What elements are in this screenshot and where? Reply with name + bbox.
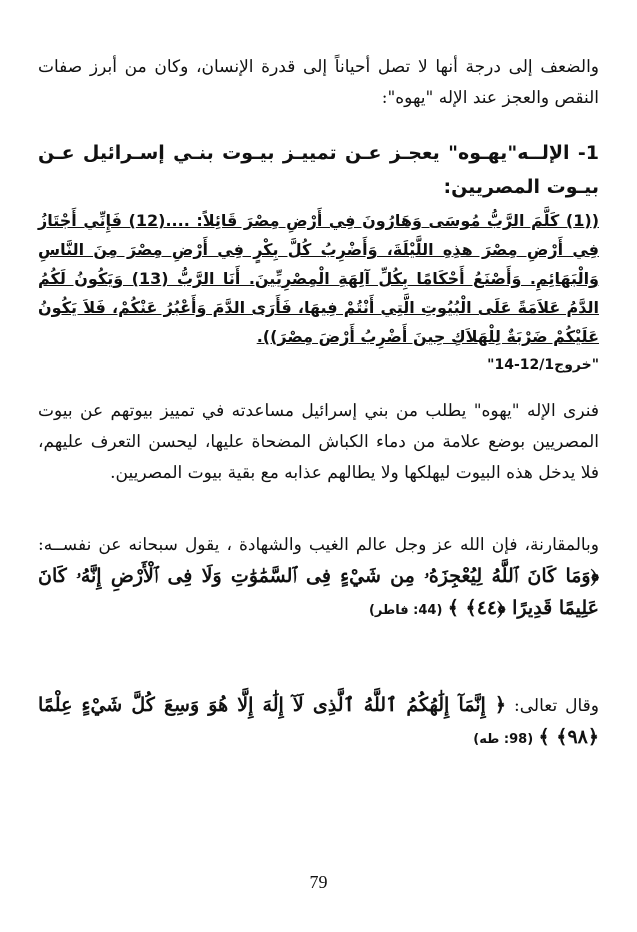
exodus-quote-text: ((1) كَلَّمَ الرَّبُّ مُوسَى وَهَارُونَ فِي أَرْضِ مِصْرَ قَائِلاً: ....(12) فَإِنِّي أَجْتَازُ فِي أَرْضِ مِصْرَ هذِهِ اللَّيْلَةَ، وَأَضْرِبُ كُلَّ بِكْرٍ فِي أَرْضِ مِصْرَ مِنَ النَّاسِ وَالْبَهَائِمِ. وَأَصْنَعُ أَحْكَامًا بِكُلِّ آلِهَةِ الْمِصْرِيِّينَ. أَنَا الرَّبُّ (13) وَيَكُونُ لَكُمُ الدَّمُ عَلاَمَةً عَلَى الْبُيُوتِ الَّتِي أَنْتُمْ فِيهَا، فَأَرَى الدَّمَ وَأَعْبُرُ عَنْكُمْ، فَلاَ يَكُونُ عَلَيْكُمْ ضَرْبَةٌ لِلْهَلاَكِ حِينَ أَضْرِبُ أَرْضَ مِصْرَ)). <box>38 211 600 346</box>
verse-source-fatir: (44: فاطر) <box>368 603 443 618</box>
section-heading: 1- الإلــه"يهـوه" يعجـز عـن تمييـز بيـوت بنـي إسـرائيل عـن بيـوت المصريين: <box>38 142 599 198</box>
page-number: 79 <box>309 872 328 892</box>
second-verse-paragraph <box>38 690 599 755</box>
verse-source-taha: (98: طه) <box>473 732 534 747</box>
exodus-quote <box>38 206 599 380</box>
second-verse-intro: وقال تعالى: <box>514 696 599 716</box>
explanation-paragraph: فنرى الإله "يهوه" يطلب من بني إسرائيل مساعدته في تمييز بيوتهم عن بيوت المصريين بوضع علامة من دماء الكباش المضحاة عليها، ليحسن التعرف عليهم، فلا يدخل هذه البيوت ليهلكها ولا يطالهم عذابه مع بقية بيوت المصريين. <box>38 401 599 483</box>
intro-paragraph: والضعف إلى درجة أنها لا تصل أحياناً إلى قدرة الإنسان، وكان من أبرز صفات النقص والعجز عند الإله "يهوه": <box>38 57 599 108</box>
quran-verse-taha: ﴿ إِنَّمَآ إِلَٰهُكُمُ ٱللَّهُ ٱلَّذِى لَآ إِلَٰهَ إِلَّا هُوَ وَسِعَ كُلَّ شَيْءٍ عِلْمًا ﴿٩٨﴾ ﴾ <box>38 694 599 748</box>
comparison-paragraph <box>38 530 599 626</box>
comparison-intro: وبالمقارنة، فإن الله عز وجل عالم الغيب والشهادة ، يقول سبحانه عن نفســه: <box>38 535 599 555</box>
exodus-reference: "خروج12/1-14" <box>487 357 599 373</box>
quran-verse-fatir: ﴿وَمَا كَانَ ٱللَّهُ لِيُعْجِزَهُۥ مِن شَيْءٍ فِى ٱلسَّمَٰوَٰتِ وَلَا فِى ٱلْأَرْضِ إِنَّهُۥ كَانَ عَلِيمًا قَدِيرًا ﴿٤٤﴾ ﴾ <box>38 565 599 619</box>
